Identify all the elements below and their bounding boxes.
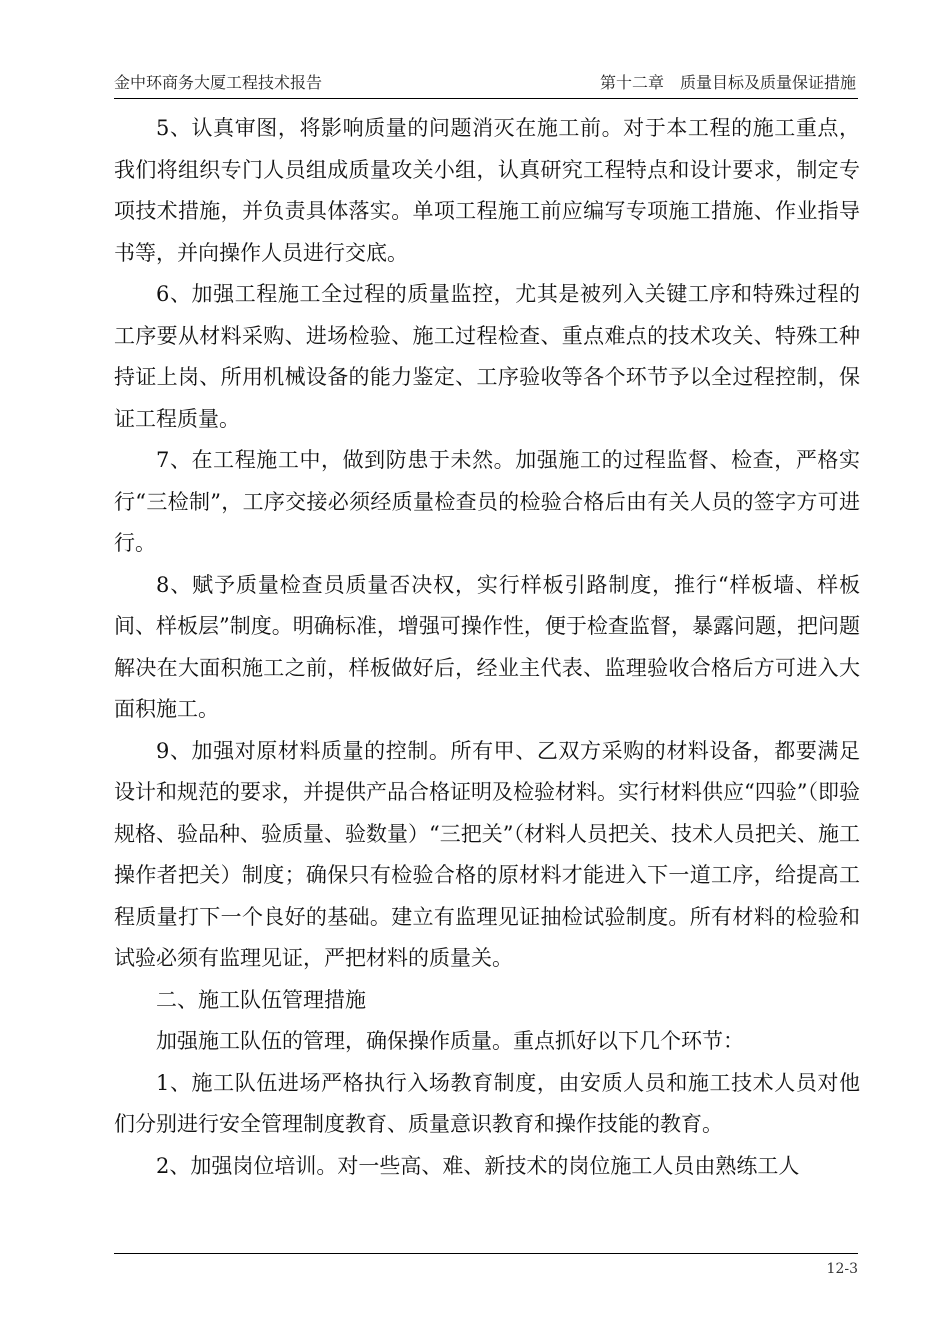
paragraph-team-item-1: 1、施工队伍进场严格执行入场教育制度，由安质人员和施工技术人员对他们分别进行安全管理制度教育、质量意识教育和操作技能的教育。 [114,1070,860,1136]
paragraph-item-6: 6、加强工程施工全过程的质量监控，尤其是被列入关键工序和特殊过程的工序要从材料采购、进场检验、施工过程检查、重点难点的技术攻关、特殊工种持证上岗、所用机械设备的能力鉴定、工序验收等各个环节予以全过程控制，保证工程质量。 [114,282,860,431]
page-header [114,70,858,96]
paragraph-item-7: 7、在工程施工中，做到防患于未然。加强施工的过程监督、检查，严格实行“三检制”，工序交接必须经质量检查员的检验合格后由有关人员的签字方可进行。 [114,448,860,555]
footer-divider [114,1253,858,1254]
header-divider [114,98,858,99]
page-number: 12-3 [826,1261,858,1277]
paragraph-item-8: 8、赋予质量检查员质量否决权，实行样板引路制度，推行“样板墙、样板间、样板层”制度。明确标准，增强可操作性，便于检查监督，暴露问题，把问题解决在大面积施工之前，样板做好后，经业主代表、监理验收合格后方可进入大面积施工。 [114,572,860,721]
header-document-title: 金中环商务大厦工程技术报告 [114,73,323,92]
section-heading-team-management: 二、施工队伍管理措施 [156,987,366,1012]
paragraph-team-item-2: 2、加强岗位培训。对一些高、难、新技术的岗位施工人员由熟练工人 [156,1153,800,1178]
paragraph-team-intro: 加强施工队伍的管理，确保操作质量。重点抓好以下几个环节： [156,1029,744,1053]
paragraph-item-5: 5、认真审图，将影响质量的问题消灭在施工前。对于本工程的施工重点，我们将组织专门人员组成质量攻关小组，认真研究工程特点和设计要求，制定专项技术措施，并负责具体落实。单项工程施工前应编写专项施工措施、作业指导书等，并向操作人员进行交底。 [114,116,860,265]
header-chapter-title: 第十二章 质量目标及质量保证措施 [599,73,856,92]
document-body [114,108,860,1187]
paragraph-item-9: 9、加强对原材料质量的控制。所有甲、乙双方采购的材料设备，都要满足设计和规范的要求，并提供产品合格证明及检验材料。实行材料供应“四验”（即验规格、验品种、验质量、验数量）“三把关”（材料人员把关、技术人员把关、施工操作者把关）制度；确保只有检验合格的原材料才能进入下一道工序，给提高工程质量打下一个良好的基础。建立有监理见证抽检试验制度。所有材料的检验和试验必须有监理见证，严把材料的质量关。 [114,738,860,970]
